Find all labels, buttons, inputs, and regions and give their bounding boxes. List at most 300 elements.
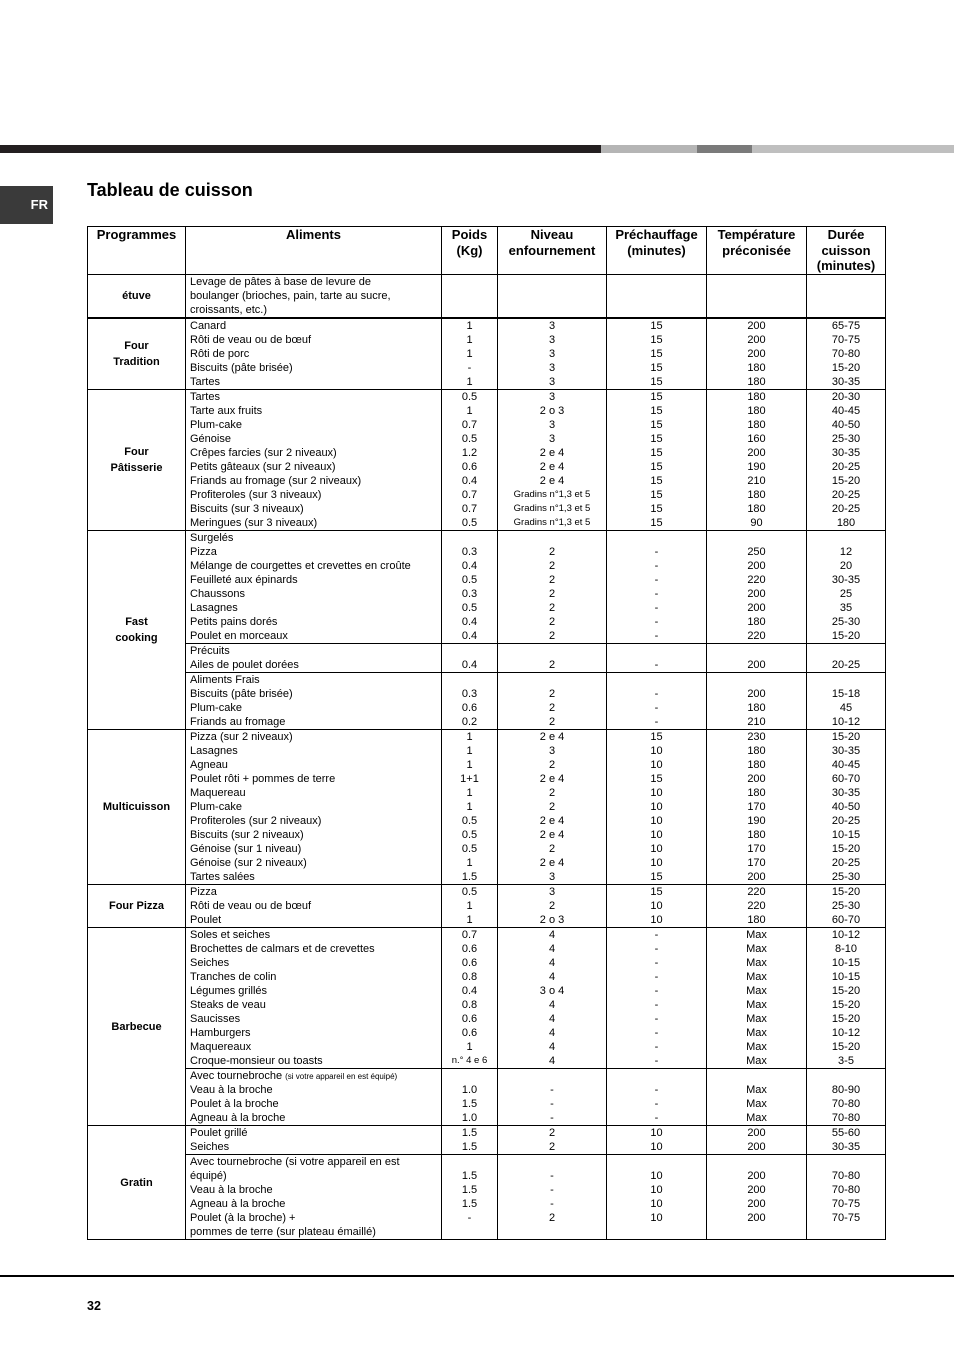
temperature-value: 220 (747, 900, 766, 912)
temperature-value: 200 (747, 871, 766, 883)
preheat-value: - (654, 999, 659, 1011)
temperature-value: 180 (747, 745, 766, 757)
duration-value: 25 (839, 588, 853, 600)
food-item: Génoise (sur 1 niveau) (190, 843, 302, 855)
empty-line (807, 531, 885, 545)
column-header (607, 227, 707, 275)
level-value: 2 e 4 (539, 773, 565, 785)
food-item: Feuilleté aux épinards (190, 574, 298, 586)
column-header (707, 227, 807, 275)
preheat-value: - (654, 659, 659, 671)
level-value: 2 (548, 759, 556, 771)
food-item: Biscuits (pâte brisée) (190, 362, 293, 374)
weight-value: 0.5 (461, 574, 478, 586)
weight-value: 0.8 (461, 999, 478, 1011)
food-line (186, 800, 441, 814)
food-line (186, 744, 441, 758)
level-value: 2 (548, 546, 556, 558)
temperature-value: 160 (747, 433, 766, 445)
level-value: 2 (548, 574, 556, 586)
duration-value: 80-90 (831, 1084, 861, 1096)
food-line (186, 545, 441, 559)
food-item: Mélange de courgettes et crevettes en croûte (190, 560, 411, 572)
weight-value: 0.4 (461, 630, 478, 642)
empty-line (442, 673, 497, 687)
food-cell (186, 1069, 442, 1126)
temperature-value: 180 (747, 376, 766, 388)
level-value: 2 e 4 (539, 475, 565, 487)
food-item: Petits gâteaux (sur 2 niveaux) (190, 461, 336, 473)
column-header-line: Programmes (96, 227, 177, 242)
weight-cell (442, 673, 498, 730)
level-cell (498, 673, 607, 730)
food-line (186, 587, 441, 601)
column-header-line: (Kg) (456, 242, 483, 258)
weight-value: 1 (466, 334, 473, 346)
column-header (186, 227, 442, 275)
temperature-value: 200 (747, 1198, 766, 1210)
level-value: - (550, 1170, 554, 1182)
duration-value: 25-30 (831, 900, 861, 912)
empty-line (707, 1225, 806, 1239)
preheat-cell (607, 1069, 707, 1126)
temperature-cell (707, 531, 807, 644)
temperature-value: 200 (747, 1141, 766, 1153)
program-cell (88, 928, 186, 1126)
food-item: Meringues (sur 3 niveaux) (190, 517, 318, 529)
duration-value: 20-30 (831, 391, 861, 403)
food-item: équipé) (190, 1170, 227, 1182)
food-line (186, 984, 441, 998)
level-value: 2 e 4 (539, 815, 565, 827)
level-value: 2 (548, 787, 556, 799)
temperature-value: 200 (747, 659, 766, 671)
food-item: Avec tournebroche (si votre appareil en est (190, 1156, 400, 1168)
empty-line (498, 303, 606, 317)
temperature-value: Max (746, 999, 767, 1011)
food-item: pommes de terre (sur plateau émaillé) (190, 1226, 376, 1238)
temperature-value: 190 (747, 815, 766, 827)
empty-line (707, 303, 806, 317)
table-row (88, 318, 886, 390)
temperature-value: 200 (747, 773, 766, 785)
weight-value: 0.6 (461, 702, 478, 714)
temperature-cell (707, 885, 807, 928)
preheat-cell (607, 730, 707, 885)
temperature-value: Max (746, 1112, 767, 1124)
empty-line (707, 644, 806, 658)
level-value: 4 (548, 1041, 556, 1053)
weight-value: 1.0 (461, 1112, 478, 1124)
preheat-value: 15 (650, 773, 663, 785)
food-item: Canard (190, 320, 227, 332)
duration-value: 35 (839, 602, 853, 614)
program-label: Tradition (113, 356, 160, 368)
food-line (186, 303, 441, 317)
duration-value: 70-80 (831, 348, 861, 360)
column-header (498, 227, 607, 275)
weight-cell (442, 531, 498, 644)
preheat-value: - (654, 1084, 659, 1096)
food-line (186, 687, 441, 701)
duration-value: 15-20 (831, 1041, 861, 1053)
level-value: 2 e 4 (539, 461, 565, 473)
weight-value: 1.5 (461, 1127, 478, 1139)
program-cell (88, 885, 186, 928)
level-value: 3 (548, 362, 556, 374)
preheat-value: 15 (650, 405, 663, 417)
program-label: Gratin (120, 1176, 153, 1189)
program-label: étuve (122, 290, 151, 302)
empty-line (607, 1225, 706, 1239)
weight-value: 0.4 (461, 475, 478, 487)
preheat-value: - (654, 546, 659, 558)
food-item: Chaussons (190, 588, 246, 600)
temperature-value: 180 (747, 362, 766, 374)
preheat-cell (607, 1126, 707, 1155)
preheat-value: 10 (650, 857, 663, 869)
food-item: Ailes de poulet dorées (190, 659, 299, 671)
weight-value: 1.5 (461, 1198, 478, 1210)
food-line (186, 942, 441, 956)
food-item: Maquereaux (190, 1041, 252, 1053)
preheat-value: 10 (650, 745, 663, 757)
preheat-value: 10 (650, 843, 663, 855)
level-value: 2 o 3 (539, 405, 565, 417)
food-line (186, 573, 441, 587)
program-label: Fast (125, 616, 148, 628)
weight-value: 0.6 (461, 461, 478, 473)
weight-value: 0.5 (461, 602, 478, 614)
preheat-value: 10 (650, 1184, 663, 1196)
preheat-value: 15 (650, 419, 663, 431)
temperature-cell (707, 1155, 807, 1240)
weight-value: 0.5 (461, 433, 478, 445)
duration-value: 30-35 (831, 376, 861, 388)
food-line (186, 1040, 441, 1054)
empty-line (442, 531, 497, 545)
empty-line (498, 531, 606, 545)
preheat-value: 10 (650, 1212, 663, 1224)
food-item: Poulet (190, 914, 222, 926)
level-value: 2 (548, 843, 556, 855)
temperature-value: Max (746, 929, 767, 941)
duration-value: 15-18 (831, 688, 861, 700)
preheat-value: - (654, 1027, 659, 1039)
food-line (186, 347, 441, 361)
food-line (186, 885, 441, 899)
food-item: Poulet à la broche (190, 1098, 279, 1110)
duration-value: 10-15 (831, 971, 861, 983)
duration-cell (807, 1069, 886, 1126)
empty-line (607, 644, 706, 658)
level-value: Gradins n°1,3 et 5 (513, 517, 591, 528)
weight-value: 0.7 (461, 489, 478, 501)
food-item: Agneau à la broche (190, 1112, 286, 1124)
level-cell (498, 1126, 607, 1155)
empty-line (807, 275, 885, 289)
weight-value: 0.7 (461, 503, 478, 515)
level-value: 4 (548, 943, 556, 955)
temperature-value: 250 (747, 546, 766, 558)
weight-value: 1 (466, 376, 473, 388)
temperature-value: 180 (747, 787, 766, 799)
food-line (186, 644, 441, 658)
preheat-value: 15 (650, 376, 663, 388)
preheat-value: 15 (650, 320, 663, 332)
preheat-cell (607, 928, 707, 1069)
weight-cell (442, 730, 498, 885)
temperature-value: 200 (747, 1170, 766, 1182)
temperature-value: 180 (747, 419, 766, 431)
preheat-value: 15 (650, 348, 663, 360)
food-item: Tartes salées (190, 871, 255, 883)
table-row (88, 885, 886, 928)
level-cell (498, 885, 607, 928)
duration-value: 40-50 (831, 801, 861, 813)
column-header-line: Poids (451, 227, 488, 242)
food-cell (186, 673, 442, 730)
food-item: Profiteroles (sur 2 niveaux) (190, 815, 322, 827)
temperature-value: Max (746, 1041, 767, 1053)
food-line (186, 970, 441, 984)
empty-line (807, 303, 885, 317)
temperature-value: Max (746, 1098, 767, 1110)
column-header-line: enfournement (508, 242, 596, 258)
level-value: 2 (548, 560, 556, 572)
empty-line (807, 673, 885, 687)
temperature-value: 220 (747, 886, 766, 898)
temperature-value: Max (746, 985, 767, 997)
preheat-value: 10 (650, 815, 663, 827)
temperature-value: 180 (747, 616, 766, 628)
food-line (186, 1083, 441, 1097)
empty-line (607, 673, 706, 687)
program-cell (88, 1126, 186, 1240)
level-value: 2 (548, 1212, 556, 1224)
duration-value: 15-20 (831, 630, 861, 642)
weight-value: 1.0 (461, 1084, 478, 1096)
preheat-value: 15 (650, 489, 663, 501)
weight-value: 0.7 (461, 929, 478, 941)
duration-value: 40-45 (831, 759, 861, 771)
weight-value: 1 (466, 348, 473, 360)
table-row (88, 1069, 886, 1126)
weight-value: 1.5 (461, 871, 478, 883)
temperature-value: 180 (747, 391, 766, 403)
level-value: 3 (548, 334, 556, 346)
level-value: 4 (548, 999, 556, 1011)
empty-line (707, 1069, 806, 1083)
temperature-value: 200 (747, 560, 766, 572)
temperature-value: 230 (747, 731, 766, 743)
level-value: - (550, 1198, 554, 1210)
preheat-value: 15 (650, 503, 663, 515)
level-value: 2 (548, 716, 556, 728)
temperature-value: 180 (747, 489, 766, 501)
level-value: 3 (548, 886, 556, 898)
temperature-value: 180 (747, 829, 766, 841)
level-value: 2 e 4 (539, 447, 565, 459)
empty-line (807, 1069, 885, 1083)
duration-value: 60-70 (831, 914, 861, 926)
duration-value: 25-30 (831, 871, 861, 883)
duration-value: 30-35 (831, 574, 861, 586)
program-label: Four (124, 340, 149, 352)
program-cell (88, 275, 186, 319)
preheat-value: 10 (650, 829, 663, 841)
program-cell (88, 390, 186, 531)
level-value: 2 (548, 616, 556, 628)
level-value: 2 (548, 688, 556, 700)
preheat-value: 10 (650, 801, 663, 813)
cooking-table (87, 226, 886, 1240)
food-note: (si votre appareil en est équipé) (285, 1072, 398, 1081)
program-label: Four Pizza (108, 900, 164, 912)
table-row (88, 730, 886, 885)
weight-value: 1+1 (460, 773, 479, 785)
header-row (88, 227, 886, 275)
temperature-cell (707, 390, 807, 531)
preheat-value: - (654, 971, 659, 983)
level-value: 2 (548, 1141, 556, 1153)
duration-value: 15-20 (831, 731, 861, 743)
empty-line (707, 289, 806, 303)
food-item: Soles et seiches (190, 929, 271, 941)
food-item: Petits pains dorés (190, 616, 278, 628)
level-value: 2 (548, 588, 556, 600)
food-line (186, 1054, 441, 1068)
food-item: Poulet (à la broche) + (190, 1212, 296, 1224)
level-cell (498, 531, 607, 644)
weight-value: 1.2 (461, 447, 478, 459)
food-line (186, 333, 441, 347)
food-line (186, 701, 441, 715)
weight-value: 1.5 (461, 1098, 478, 1110)
duration-cell (807, 644, 886, 673)
food-line (186, 1183, 441, 1197)
food-item: Croque-monsieur ou toasts (190, 1055, 323, 1067)
empty-line (807, 1225, 885, 1239)
level-cell (498, 275, 607, 319)
preheat-value: 15 (650, 517, 663, 529)
duration-value: 30-35 (831, 1141, 861, 1153)
food-item: Profiteroles (sur 3 niveaux) (190, 489, 322, 501)
level-value: Gradins n°1,3 et 5 (513, 503, 591, 514)
food-cell (186, 531, 442, 644)
program-label: Four (124, 446, 149, 458)
level-value: 3 (548, 745, 556, 757)
preheat-value: - (654, 1055, 659, 1067)
food-line (186, 361, 441, 375)
food-line (186, 842, 441, 856)
preheat-value: - (654, 574, 659, 586)
duration-value: 70-80 (831, 1184, 861, 1196)
empty-line (707, 531, 806, 545)
empty-line (498, 289, 606, 303)
food-line (186, 615, 441, 629)
duration-value: 15-20 (831, 475, 861, 487)
level-value: 2 (548, 900, 556, 912)
duration-value: 25-30 (831, 616, 861, 628)
food-item: Steaks de veau (190, 999, 266, 1011)
preheat-value: 15 (650, 447, 663, 459)
food-item: Pizza (190, 546, 217, 558)
preheat-cell (607, 1155, 707, 1240)
empty-line (607, 1069, 706, 1083)
weight-value: 0.8 (461, 971, 478, 983)
food-line (186, 899, 441, 913)
food-item: Poulet grillé (190, 1127, 248, 1139)
food-item: Génoise (sur 2 niveaux) (190, 857, 307, 869)
weight-cell (442, 1069, 498, 1126)
temperature-value: 200 (747, 334, 766, 346)
food-line (186, 390, 441, 404)
temperature-value: 200 (747, 688, 766, 700)
food-item: Friands au fromage (sur 2 niveaux) (190, 475, 362, 487)
food-item: Seiches (190, 957, 230, 969)
weight-cell (442, 1126, 498, 1155)
food-line (186, 1211, 441, 1225)
header-color-bar (0, 145, 954, 153)
duration-value: 60-70 (831, 773, 861, 785)
duration-value: 15-20 (831, 843, 861, 855)
empty-line (807, 289, 885, 303)
empty-line (442, 1069, 497, 1083)
empty-line (498, 644, 606, 658)
weight-value: 1 (466, 1041, 473, 1053)
food-line (186, 1026, 441, 1040)
preheat-value: - (654, 943, 659, 955)
temperature-value: 190 (747, 461, 766, 473)
food-line (186, 446, 441, 460)
duration-value: 20 (839, 560, 853, 572)
color-bar-light-segment (601, 145, 697, 153)
duration-value: 20-25 (831, 489, 861, 501)
program-label: Barbecue (111, 1020, 162, 1033)
duration-value: 20-25 (831, 503, 861, 515)
temperature-value: 180 (747, 702, 766, 714)
duration-value: 40-45 (831, 405, 861, 417)
weight-value: 1 (466, 787, 473, 799)
weight-cell (442, 318, 498, 390)
empty-line (707, 673, 806, 687)
level-value: 3 (548, 419, 556, 431)
empty-line (707, 1155, 806, 1169)
food-item: Plum-cake (190, 419, 242, 431)
empty-line (607, 303, 706, 317)
food-line (186, 730, 441, 744)
food-item: Biscuits (sur 3 niveaux) (190, 503, 304, 515)
duration-cell (807, 1155, 886, 1240)
empty-line (442, 644, 497, 658)
empty-line (442, 1155, 497, 1169)
duration-value: 55-60 (831, 1127, 861, 1139)
level-value: 4 (548, 1013, 556, 1025)
weight-value: 0.5 (461, 517, 478, 529)
duration-value: 15-20 (831, 886, 861, 898)
food-cell (186, 390, 442, 531)
column-header-line: (minutes) (816, 258, 876, 273)
level-value: 3 (548, 433, 556, 445)
temperature-cell (707, 1126, 807, 1155)
preheat-value: 15 (650, 433, 663, 445)
preheat-value: 10 (650, 759, 663, 771)
column-header-line: cuisson (821, 242, 871, 258)
table-row (88, 1155, 886, 1240)
temperature-value: Max (746, 1013, 767, 1025)
food-line (186, 474, 441, 488)
